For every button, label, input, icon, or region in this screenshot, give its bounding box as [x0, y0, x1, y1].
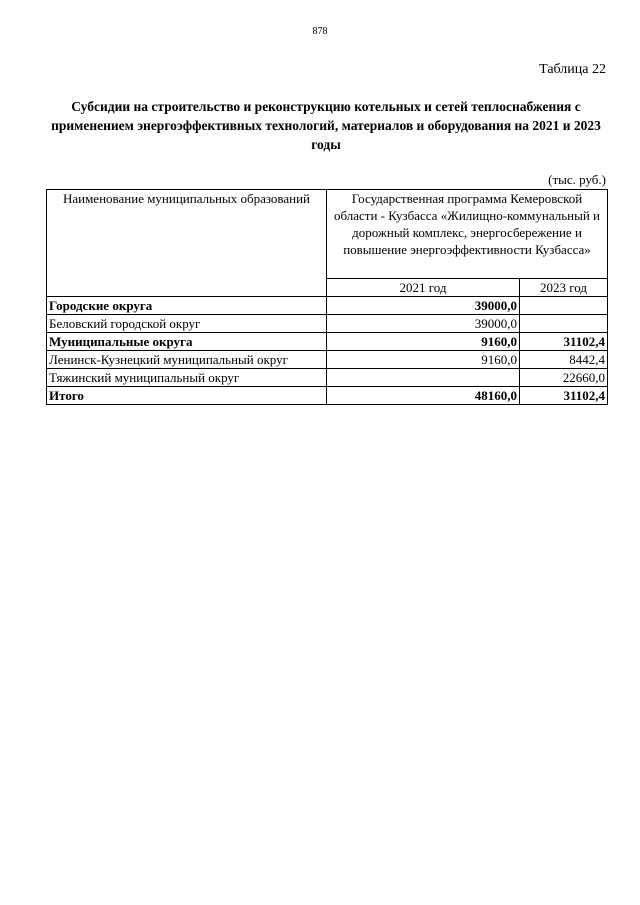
row-value-2023: 31102,4 [520, 387, 608, 405]
row-value-2021: 48160,0 [327, 387, 520, 405]
row-value-2023 [520, 315, 608, 333]
table-header-row [47, 190, 608, 279]
row-name: Муниципальные округа [47, 333, 327, 351]
table-label: Таблица 22 [539, 62, 606, 77]
header-year-2023: 2023 год [520, 279, 608, 297]
units-label: (тыс. руб.) [548, 172, 606, 187]
row-name: Ленинск-Кузнецкий муниципальный округ [47, 351, 327, 369]
row-value-2021: 9160,0 [327, 351, 520, 369]
table-row [47, 351, 608, 369]
subsidy-table [46, 189, 608, 405]
header-year-2021: 2021 год [327, 279, 520, 297]
row-value-2023: 31102,4 [520, 333, 608, 351]
row-name: Беловский городской округ [47, 315, 327, 333]
header-municipality: Наименование муниципальных образований [47, 190, 327, 297]
table-row [47, 387, 608, 405]
row-value-2023 [520, 297, 608, 315]
page-number: 878 [312, 26, 328, 37]
row-value-2021: 39000,0 [327, 297, 520, 315]
table-row [47, 369, 608, 387]
row-value-2023: 22660,0 [520, 369, 608, 387]
row-value-2021 [327, 369, 520, 387]
row-name: Городские округа [47, 297, 327, 315]
row-name: Итого [47, 387, 327, 405]
row-value-2021: 39000,0 [327, 315, 520, 333]
header-program: Государственная программа Кемеровской области - Кузбасса «Жилищно-коммунальный и дорожный комплекс, энергосбережение и повышение энергоэффективности Кузбасса» [327, 190, 608, 279]
document-title: Субсидии на строительство и реконструкцию котельных и сетей теплоснабжения с применением энергоэффективных технологий, материалов и оборудования на 2021 и 2023 годы [51, 99, 601, 152]
row-name: Тяжинский муниципальный округ [47, 369, 327, 387]
row-value-2021: 9160,0 [327, 333, 520, 351]
table-row [47, 297, 608, 315]
table-row [47, 333, 608, 351]
table-row [47, 315, 608, 333]
row-value-2023: 8442,4 [520, 351, 608, 369]
